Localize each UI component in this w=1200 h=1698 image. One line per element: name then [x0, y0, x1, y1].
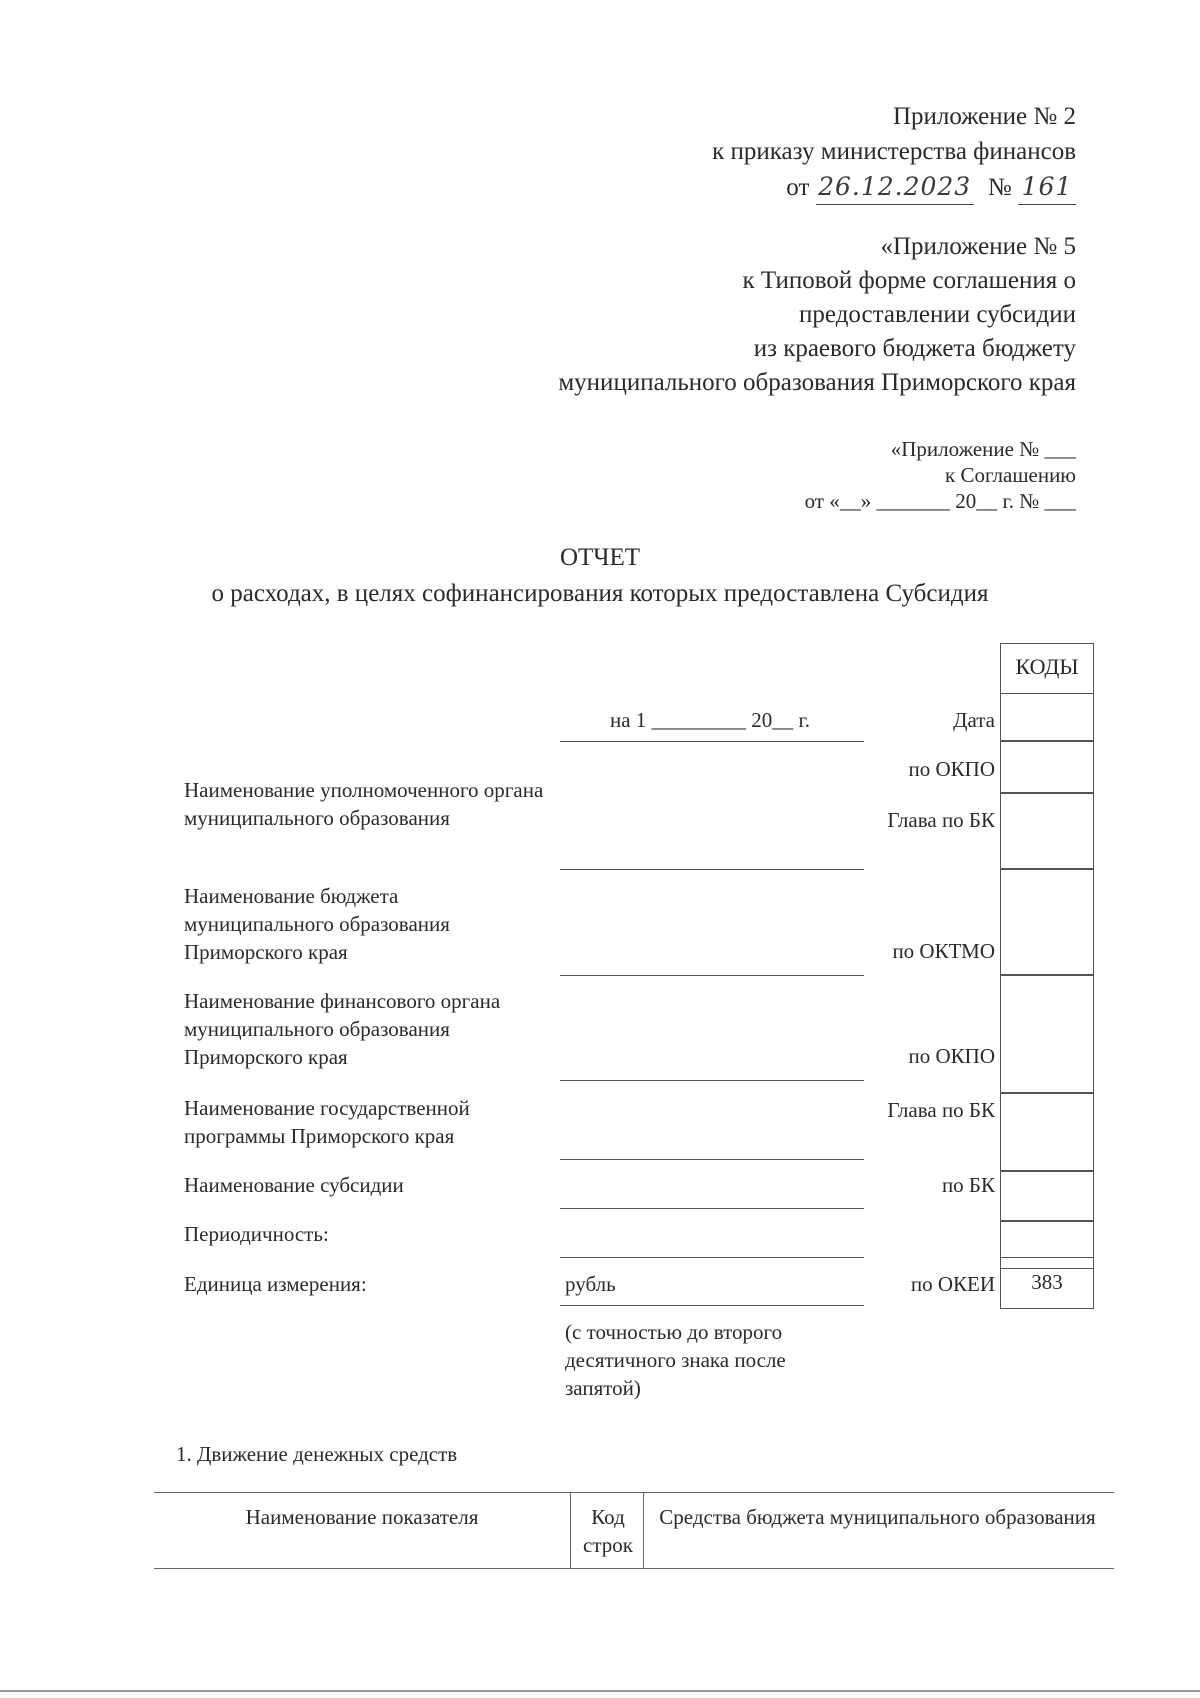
code-label-okpo-2: по ОКПО — [908, 1044, 995, 1068]
table-header-bottom-border — [154, 1568, 1114, 1569]
form-appendix-line2: к Типовой форме соглашения о — [742, 267, 1076, 294]
underline-periodicity[interactable] — [560, 1257, 864, 1258]
underline-unit[interactable] — [560, 1305, 864, 1306]
form-appendix-line5: муниципального образования Приморского края — [558, 369, 1076, 396]
underline-state-program[interactable] — [560, 1159, 864, 1160]
underline-budget-name[interactable] — [560, 975, 864, 976]
handwritten-date: 26.12.2023 — [816, 170, 974, 205]
report-date: на 1 _________ 20__ г. — [609, 708, 811, 732]
code-label-glava-bk-1: Глава по БК — [887, 808, 995, 832]
label-budget-name: Наименование бюджета муниципального образования Приморского края — [184, 884, 450, 964]
codes-header: КОДЫ — [1015, 654, 1079, 679]
label-unit: Единица измерения: — [184, 1272, 367, 1296]
label-state-program: Наименование государственной программы Приморского края — [184, 1096, 470, 1148]
column-header-municipal-funds: Средства бюджета муниципального образования — [659, 1505, 1096, 1529]
code-label-glava-bk-2: Глава по БК — [887, 1098, 995, 1122]
code-box-okpo-1[interactable] — [1000, 741, 1094, 793]
code-label-okei: по ОКЕИ — [910, 1272, 995, 1296]
underline-authorized-body[interactable] — [560, 869, 864, 870]
report-title: ОТЧЕТ — [559, 544, 641, 571]
agreement-appendix-line2: к Соглашению — [945, 463, 1076, 487]
order-reference-line: к приказу министерства финансов — [712, 138, 1076, 165]
code-box-date[interactable] — [1000, 693, 1094, 741]
report-date-underline — [560, 741, 864, 742]
code-box-glava-bk-2[interactable] — [1000, 1093, 1094, 1171]
unit-precision-note: (с точностью до второго десятичного знака после запятой) — [565, 1320, 786, 1400]
form-appendix-line3: предоставлении субсидии — [799, 301, 1076, 328]
order-date-line — [476, 170, 1076, 205]
scan-bottom-edge — [0, 1690, 1200, 1692]
code-box-glava-bk-1[interactable] — [1000, 793, 1094, 869]
unit-value: рубль — [565, 1272, 616, 1296]
agreement-appendix-line1: «Приложение № ___ — [890, 437, 1076, 461]
okei-code-value: 383 — [1031, 1270, 1063, 1294]
number-sign: № — [987, 174, 1012, 201]
section1-title: 1. Движение денежных средств — [176, 1442, 458, 1466]
label-subsidy-name: Наименование субсидии — [184, 1173, 404, 1197]
handwritten-number: 161 — [1018, 170, 1076, 205]
underline-subsidy-name[interactable] — [560, 1208, 864, 1209]
order-appendix-line: Приложение № 2 — [892, 103, 1076, 130]
table-col-divider-1 — [570, 1492, 571, 1568]
label-periodicity: Периодичность: — [184, 1222, 329, 1246]
code-label-okpo-1: по ОКПО — [908, 757, 995, 781]
agreement-appendix-line3: от «__» _______ 20__ г. № ___ — [804, 489, 1076, 513]
report-subtitle: о расходах, в целях софинансирования которых предоставлена Субсидия — [211, 580, 989, 607]
code-box-oktmo[interactable] — [1000, 869, 1094, 975]
table-top-border — [154, 1492, 1114, 1493]
form-appendix-line4: из краевого бюджета бюджету — [753, 335, 1076, 362]
code-box-okpo-2[interactable] — [1000, 975, 1094, 1093]
column-header-row-code: Код строк — [583, 1505, 633, 1557]
label-authorized-body: Наименование уполномоченного органа муниципального образования — [184, 778, 544, 830]
code-label-oktmo: по ОКТМО — [892, 939, 995, 963]
code-box-bk[interactable] — [1000, 1171, 1094, 1221]
table-col-divider-2 — [643, 1492, 644, 1568]
date-prefix: от — [786, 174, 810, 201]
code-label-bk: по БК — [941, 1173, 995, 1197]
form-appendix-line1: «Приложение № 5 — [880, 233, 1076, 260]
column-header-indicator: Наименование показателя — [245, 1505, 479, 1529]
label-finance-body: Наименование финансового органа муниципального образования Приморского края — [184, 989, 501, 1069]
code-label-date: Дата — [953, 708, 995, 732]
underline-finance-body[interactable] — [560, 1080, 864, 1081]
